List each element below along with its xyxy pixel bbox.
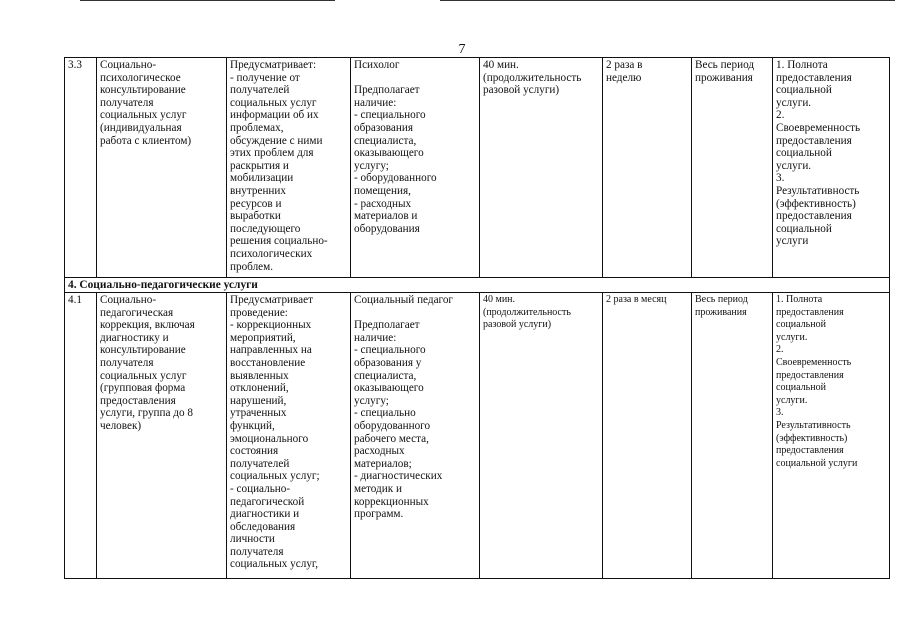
service-period: Весь период проживания [692, 293, 773, 579]
top-rule-left [80, 0, 335, 1]
service-name: Социально- психологическое консультирование получателя социальных услуг (индивидуальная работа с клиентом) [97, 58, 227, 278]
service-duration: 40 мин. (продолжительность разовой услуги) [480, 58, 603, 278]
service-frequency: 2 раза в неделю [603, 58, 692, 278]
row-number: 3.3 [65, 58, 97, 278]
service-executor: Социальный педагог Предполагает наличие: - специального образования у специалиста, оказывающего услугу; - специально оборудованного рабочего места, расходных материалов; - диагностических методик и коррекционных программ. [351, 293, 480, 579]
top-rule-right [440, 0, 895, 1]
services-table [64, 57, 890, 579]
table-row [65, 58, 890, 278]
quality-criteria: 1. Полнота предоставления социальной услуги. 2. Своевременность предоставления социальной услуги. 3. Результативность (эффективность) предоставления социальной услуги [773, 293, 890, 579]
service-duration: 40 мин. (продолжительность разовой услуги) [480, 293, 603, 579]
section-row [65, 278, 890, 293]
service-content: Предусматривает проведение: - коррекционных мероприятий, направленных на восстановление выявленных отклонений, нарушений, утраченных функций, эмоционального состояния получателей социальных услуг; - социально- педагогической диагностики и обследования личности получателя социальных услуг, [227, 293, 351, 579]
page-number: 7 [458, 42, 466, 57]
service-content: Предусматривает: - получение от получателей социальных услуг информации об их проблемах, обсуждение с ними этих проблем для раскрытия и мобилизации внутренних ресурсов и выработки последующего решения социально- психологических проблем. [227, 58, 351, 278]
table-row [65, 293, 890, 579]
service-executor: Психолог Предполагает наличие: - специального образования специалиста, оказывающего услугу; - оборудованного помещения, - расходных материалов и оборудования [351, 58, 480, 278]
service-name: Социально- педагогическая коррекция, включая диагностику и консультирование получателя социальных услуг (групповая форма предоставления услуги, группа до 8 человек) [97, 293, 227, 579]
service-period: Весь период проживания [692, 58, 773, 278]
section-heading: 4. Социально-педагогические услуги [65, 278, 890, 293]
row-number: 4.1 [65, 293, 97, 579]
service-frequency: 2 раза в месяц [603, 293, 692, 579]
quality-criteria: 1. Полнота предоставления социальной услуги. 2. Своевременность предоставления социальной услуги. 3. Результативность (эффективность) предоставления социальной услуги [773, 58, 890, 278]
